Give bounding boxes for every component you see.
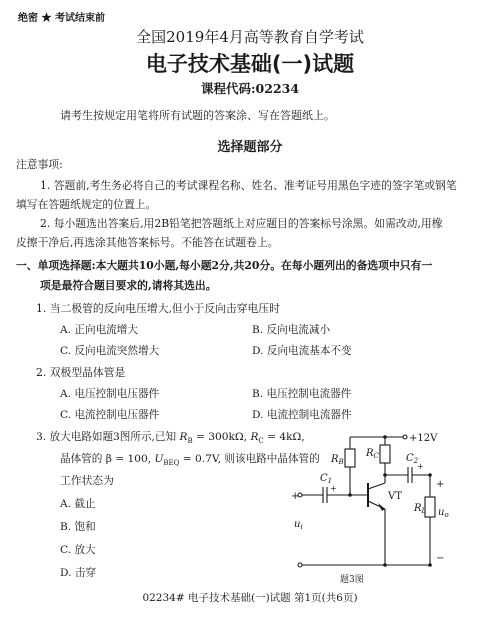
q3-rb-symbol: R: [179, 431, 188, 443]
q3-line2-prefix: 晶体管的: [60, 453, 103, 465]
course-code: 课程代码:02234: [200, 81, 300, 96]
rb-subscript: B: [338, 458, 344, 466]
q3-line2-suffix: 则该电路中晶体管的: [224, 453, 320, 465]
question-3-stem-line-2: [60, 451, 320, 467]
c1-plus-sign: +: [330, 484, 337, 493]
transistor-collector: [368, 483, 385, 489]
uo-subscript: o: [444, 511, 449, 519]
rb-label: [330, 454, 344, 466]
rc-label: [365, 448, 380, 460]
input-plus-sign: +: [291, 491, 300, 502]
note-1-line-2: 填写在答题纸规定的位置上。: [16, 198, 157, 211]
c2-plus-sign: +: [417, 462, 424, 471]
q1-option-c: C. 反向电流突然增大: [60, 345, 160, 357]
note-2-line-2: 皮擦干净后,再选涂其他答案标号。不能答在试题卷上。: [16, 236, 279, 249]
q3-option-c: C. 放大: [60, 544, 96, 556]
ui-subscript: i: [300, 523, 303, 531]
ui-letter: u: [294, 519, 301, 530]
resistor-rc: [380, 445, 390, 463]
note-1-line-1: 1. 答题前,考生务必将自己的考试课程名称、姓名、准考证号用黑色字迹的签字笔或钢笔: [40, 179, 457, 192]
junction-node: [383, 563, 387, 567]
circuit-diagram-figure: [290, 425, 460, 585]
uo-letter: u: [438, 507, 445, 518]
q3-option-b: B. 饱和: [60, 521, 96, 533]
q2-option-d: D. 电流控制电流器件: [252, 409, 352, 421]
emitter-arrow-icon: [378, 503, 385, 511]
vcc-label: +12V: [409, 433, 438, 444]
q3-ube-symbol: U: [154, 453, 164, 465]
ground-terminal: [298, 563, 302, 567]
c2-letter: C: [406, 453, 414, 464]
question-3-stem-line-3: 工作状态为: [60, 474, 114, 487]
q2-option-b: B. 电压控制电流器件: [252, 388, 352, 400]
q3-option-d: D. 击穿: [60, 567, 97, 579]
output-minus-sign: −: [436, 553, 445, 564]
exam-title: 电子技术基础(一)试题: [145, 52, 355, 76]
part1-heading-line-1: 一、单项选择题:本大题共10小题,每小题2分,共20分。在每小题列出的备选项中只有一: [16, 259, 433, 272]
junction-node: [428, 563, 432, 567]
rc-subscript: C: [373, 452, 379, 460]
rl-subscript: L: [421, 507, 427, 515]
question-2-stem: 2. 双极型晶体管是: [36, 366, 126, 379]
figure-caption: 题3图: [340, 575, 364, 585]
question-3-stem-line-1: [36, 429, 305, 445]
q3-rb-subscript: B: [187, 437, 193, 446]
page-footer: 02234# 电子技术基础(一)试题 第1页(共6页): [142, 592, 358, 604]
resistor-rl: [425, 497, 435, 517]
instruction-line: 请考生按规定用笔将所有试题的答案涂、写在答题纸上。: [60, 109, 335, 122]
q1-option-a: A. 正向电流增大: [60, 324, 138, 336]
vt-label: VT: [388, 491, 402, 502]
q2-option-a: A. 电压控制电压器件: [60, 388, 160, 400]
q3-rc-value: = 4kΩ,: [267, 431, 305, 443]
q3-beta-condition: β = 100,: [105, 453, 152, 465]
section-title: 选择题部分: [217, 140, 283, 155]
q2-option-c: C. 电流控制电压器件: [60, 409, 160, 421]
uo-label: [438, 507, 449, 519]
vcc-terminal: [403, 435, 407, 439]
c1-subscript: 1: [327, 477, 333, 485]
output-plus-sign: +: [436, 479, 445, 490]
c2-subscript: 2: [413, 457, 419, 465]
q3-rc-subscript: C: [258, 437, 264, 446]
confidential-label: 绝密 ★ 考试结束前: [18, 13, 105, 24]
junction-node: [383, 473, 387, 477]
part1-heading-line-2: 项是最符合题目要求的,请将其选出。: [40, 279, 217, 292]
rc-letter: R: [366, 448, 374, 459]
ui-label: [294, 519, 303, 531]
q3-stem-text: 3. 放大电路如题3图所示,已知: [36, 431, 177, 443]
junction-node: [428, 473, 432, 477]
notes-heading: 注意事项:: [16, 158, 63, 171]
q1-option-d: D. 反向电流基本不变: [252, 345, 352, 357]
q3-rb-value: = 300kΩ,: [196, 431, 248, 443]
q3-ube-value: = 0.7V,: [182, 453, 222, 465]
resistor-rb: [345, 449, 355, 467]
rb-letter: R: [331, 454, 339, 465]
q1-option-b: B. 反向电流减小: [252, 324, 331, 336]
q3-option-a: A. 截止: [60, 498, 96, 510]
q3-ube-subscript: BEQ: [163, 459, 180, 468]
question-1-stem: 1. 当二极管的反向电压增大,但小于反向击穿电压时: [36, 302, 280, 315]
rl-letter: R: [414, 503, 422, 514]
exam-line: 全国2019年4月高等教育自学考试: [136, 28, 364, 46]
c1-letter: C: [320, 473, 328, 484]
q3-rc-symbol: R: [250, 431, 259, 443]
note-2-line-1: 2. 每小题选出答案后,用2B铅笔把答题纸上对应题目的答案标号涂黑。如需改动,用橡: [40, 217, 443, 230]
junction-node: [383, 435, 387, 439]
junction-node: [348, 493, 352, 497]
